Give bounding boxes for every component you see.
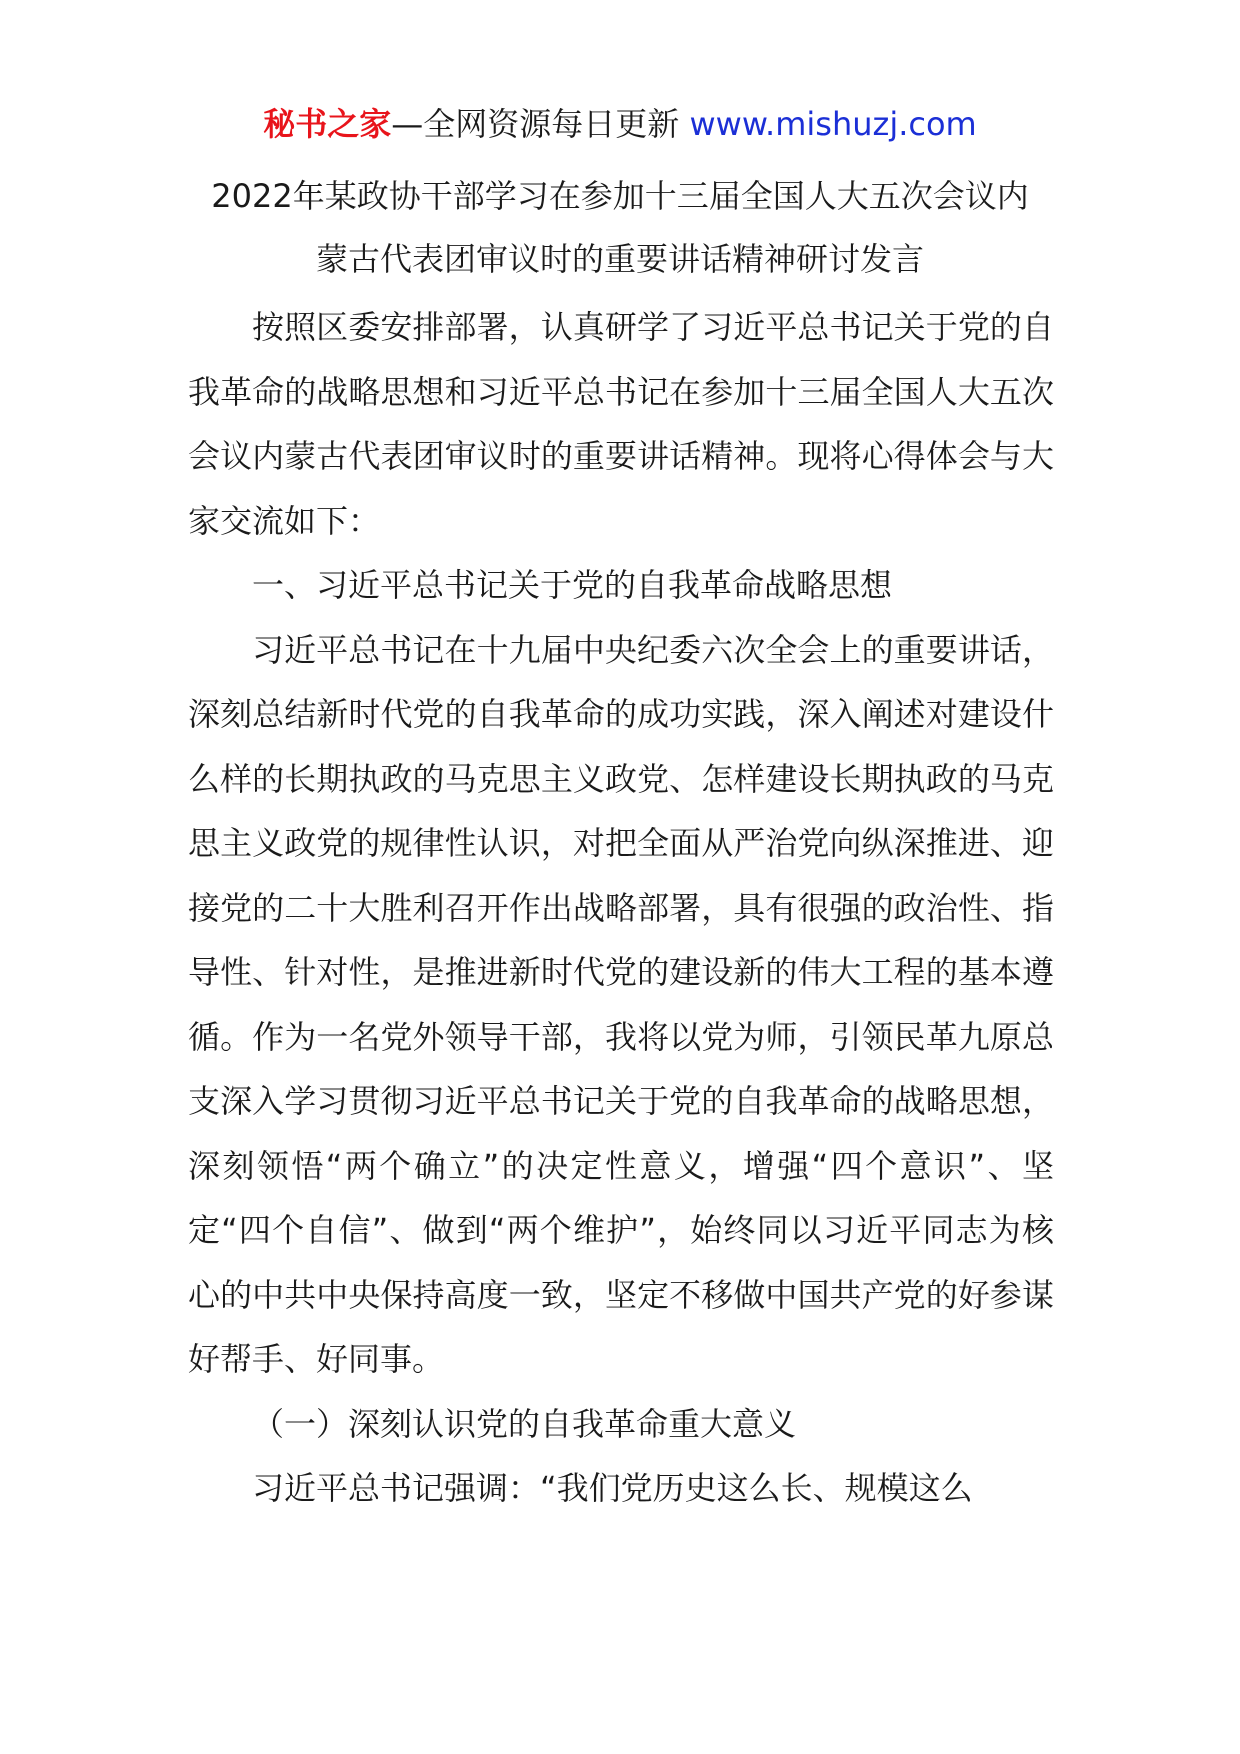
document-title xyxy=(150,165,1090,291)
title-line-1: 2022年某政协干部学习在参加十三届全国人大五次会议内 xyxy=(211,177,1029,215)
section-heading-1: 一、习近平总书记关于党的自我革命战略思想 xyxy=(252,566,893,604)
body-paragraph-continued: 习近平总书记强调：“我们党历史这么长、规模这么 xyxy=(252,1469,973,1507)
subsection-heading-1: （一）深刻认识党的自我革命重大意义 xyxy=(252,1404,797,1443)
intro-paragraph: 按照区委安排部署，认真研学了习近平总书记关于党的自我革命的战略思想和习近平总书记在参加十三届全国人大五次会议内蒙古代表团审议时的重要讲话精神。现将心得体会与大家交流如下： xyxy=(188,308,1054,540)
site-url-link[interactable]: www.mishuzj.com xyxy=(689,105,977,143)
body-paragraph: 习近平总书记在十九届中央纪委六次全会上的重要讲话，深刻总结新时代党的自我革命的成功实践，深入阐述对建设什么样的长期执政的马克思主义政党、怎样建设长期执政的马克思主义政党的规律性认识，对把全面从严治党向纵深推进、迎接党的二十大胜利召开作出战略部署，具有很强的政治性、指导性、针对性，是推进新时代党的建设新的伟大工程的基本遵循。作为一名党外领导干部，我将以党为师，引领民革九原总支深入学习贯彻习近平总书记关于党的自我革命的战略思想，深刻领悟“两个确立”的决定性意义，增强“四个意识”、坚定“四个自信”、做到“两个维护”，始终同以习近平同志为核心的中共中央保持高度一致，坚定不移做中国共产党的好参谋好帮手、好同事。 xyxy=(188,630,1054,1378)
brand-name: 秘书之家 xyxy=(263,105,392,143)
document-body xyxy=(188,295,1054,1521)
site-header xyxy=(0,100,1240,148)
title-line-2: 蒙古代表团审议时的重要讲话精神研讨发言 xyxy=(315,240,924,278)
header-slogan: —全网资源每日更新 xyxy=(391,105,690,143)
